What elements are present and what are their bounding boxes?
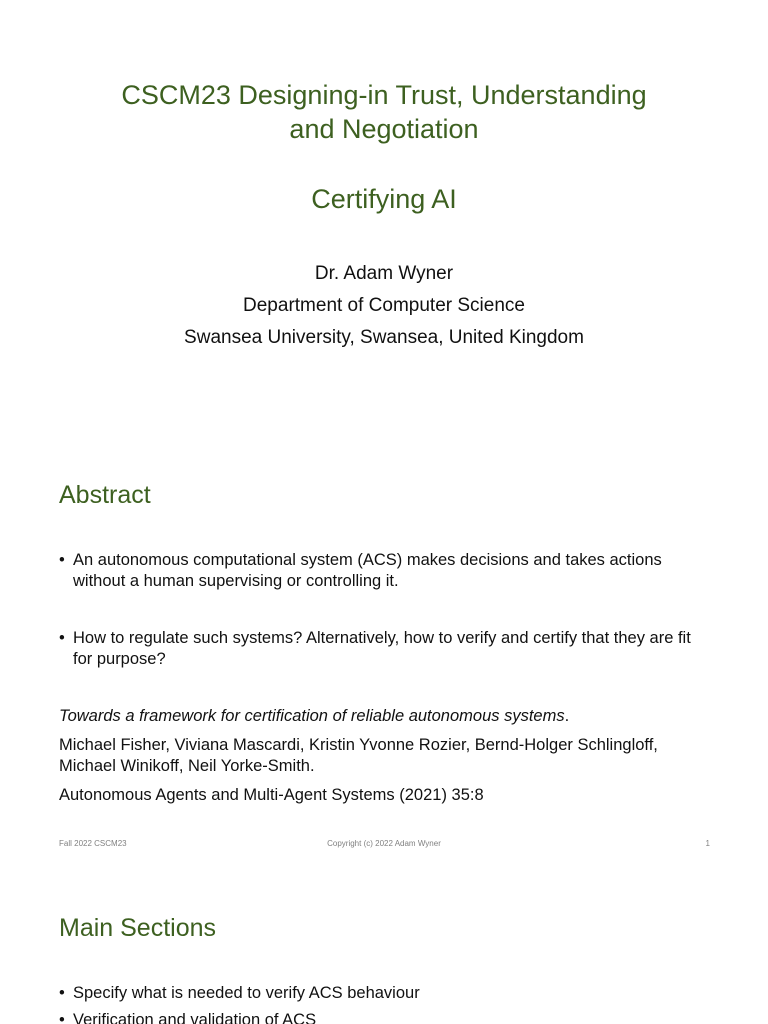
bullet-text: How to regulate such systems? Alternatively, how to verify and certify that they are fit for purpose? [73,629,691,668]
footer-copyright: Copyright (c) 2022 Adam Wyner [327,839,441,848]
slide-subtitle: Certifying AI [311,184,457,214]
slide-title [0,78,768,146]
reference-authors: Michael Fisher, Viviana Mascardi, Kristin Yvonne Rozier, Bernd-Holger Schlingloff, Michael Winikoff, Neil Yorke-Smith. [59,736,658,775]
bullet-icon: • [59,1011,65,1024]
list-item [59,628,709,670]
author-university: Swansea University, Swansea, United Kingdom [184,327,584,348]
reference-title-text: Towards a framework for certification of reliable autonomous systems [59,707,565,725]
author-name: Dr. Adam Wyner [314,263,454,284]
list-item [59,550,709,592]
bullet-icon: • [59,551,65,569]
footer-course: Fall 2022 CSCM23 [59,839,127,848]
list-item [59,1010,709,1024]
bullet-icon: • [59,629,65,647]
main-sections-heading: Main Sections [59,914,217,942]
slide-title-line-2: and Negotiation [289,114,479,144]
slide-title-line-1: CSCM23 Designing-in Trust, Understanding [121,80,647,110]
reference-journal: Autonomous Agents and Multi-Agent Systems (2021) 35:8 [59,786,484,804]
author-department: Department of Computer Science [243,295,525,316]
reference-title [59,706,719,727]
author-block [0,258,768,354]
reference-title-period: . [564,707,570,725]
bullet-text: An autonomous computational system (ACS) makes decisions and takes actions without a human supervising or controlling it. [73,551,662,590]
bullet-text: Specify what is needed to verify ACS behaviour [73,984,420,1002]
bullet-icon: • [59,984,65,1002]
abstract-heading: Abstract [59,481,151,509]
list-item [59,983,709,1004]
footer-page-number: 1 [705,839,710,848]
bullet-text: Verification and validation of ACS [73,1011,317,1024]
